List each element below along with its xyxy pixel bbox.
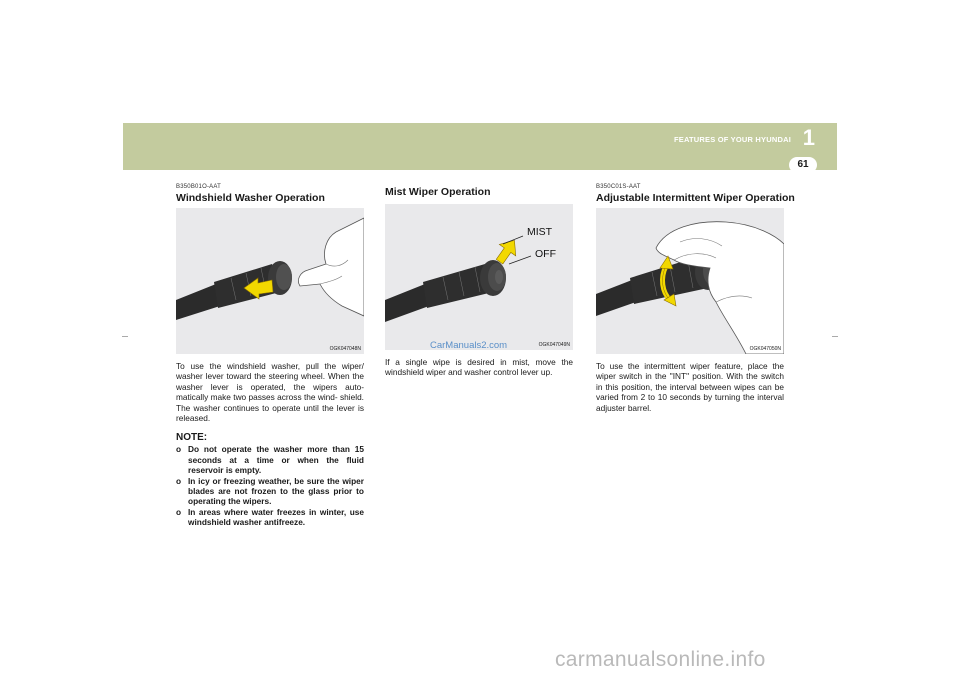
note-title: NOTE: (176, 432, 208, 444)
crop-mark-left (122, 336, 128, 337)
note-bullet: o (176, 444, 182, 455)
washer-body-text: To use the windshield washer, pull the wiper/ washer lever toward the steering wheel. When the washer lever is operated, the wipers auto- matically make two passes across the wind- shield. The washer continues to operate until the lever is released. (176, 361, 364, 424)
section-heading: Windshield Washer Operation (176, 192, 325, 204)
note-item: o In areas where water freezes in winter, use windshield washer antifreeze. (176, 506, 364, 528)
intermittent-section (596, 184, 795, 413)
section-code: B350C01S-AAT (596, 184, 641, 190)
mist-figure (385, 204, 573, 350)
washer-section (176, 184, 364, 528)
off-label: OFF (535, 248, 556, 260)
mist-label: MIST (527, 226, 553, 238)
note-item: o In icy or freezing weather, be sure the wiper blades are not frozen to the glass prior to operating the wipers. (176, 475, 364, 507)
intermittent-lever-illustration (596, 208, 784, 354)
chapter-number: 1 (802, 125, 815, 150)
figure-code: OGK047050N (749, 346, 781, 352)
section-heading: Adjustable Intermittent Wiper Operation (596, 192, 795, 204)
note-item: o Do not operate the washer more than 15 seconds at a time or when the fluid reservoir is empty. (176, 444, 364, 476)
note-list (176, 444, 364, 527)
intermittent-figure (596, 208, 784, 354)
note-bullet: o (176, 506, 182, 517)
figure-code: OGK047048N (329, 346, 361, 352)
note-bullet: o (176, 475, 182, 486)
washer-figure (176, 208, 364, 354)
page-number: 61 (789, 157, 817, 173)
section-title: FEATURES OF YOUR HYUNDAI (673, 135, 791, 144)
watermark-small: CarManuals2.com (430, 340, 508, 351)
section-heading: Mist Wiper Operation (385, 186, 491, 198)
section-code: B350B01O-AAT (176, 184, 221, 190)
washer-lever-illustration (176, 208, 364, 354)
header-band (123, 123, 837, 170)
intermittent-body-text: To use the intermittent wiper feature, place the wiper switch in the "INT" position. With the switch in this position, the interval between wipes can be varied from 2 to 10 seconds by turning the interval adjuster barrel. (596, 361, 784, 413)
crop-mark-right (832, 336, 838, 337)
watermark-large: carmanualsonline.info (555, 648, 766, 671)
mist-body-text: If a single wipe is desired in mist, move the windshield wiper and washer control lever up. (385, 357, 573, 378)
figure-code: OGK047049N (538, 342, 570, 348)
